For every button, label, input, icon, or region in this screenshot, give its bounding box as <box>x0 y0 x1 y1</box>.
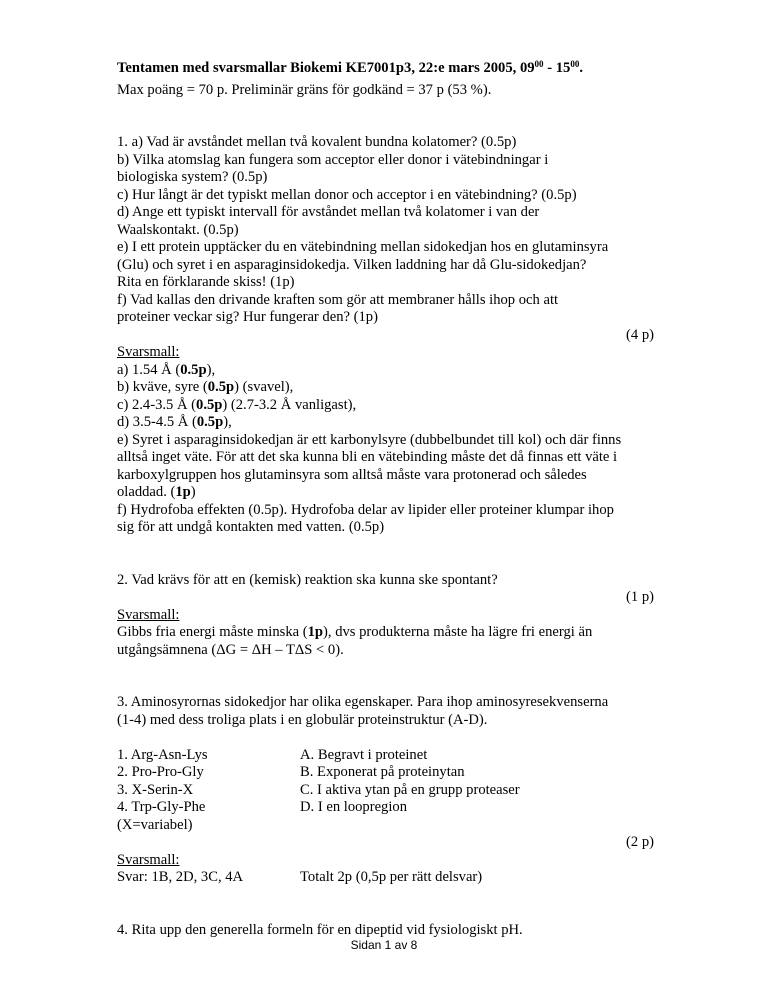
q3-location: B. Exponerat på proteinytan <box>300 764 465 780</box>
question-1 <box>117 134 654 537</box>
q1-answer-b: b) kväve, syre (0.5p) (svavel), <box>117 379 294 395</box>
q1-line: biologiska system? (0.5p) <box>117 169 268 185</box>
q3-sequences <box>117 747 300 835</box>
q3-location: A. Begravt i proteinet <box>300 746 428 763</box>
q3-points: (2 p) <box>626 834 654 850</box>
q1-line: d) Ange ett typiskt intervall för avståndet mellan två kolatomer i van der <box>117 204 540 220</box>
document-page <box>117 60 654 939</box>
q3-location: C. I aktiva ytan på en grupp proteaser <box>300 781 520 798</box>
q1-answer-e-line: karboxylgruppen hos glutaminsyra som alltså måste vara protonerad och således <box>117 466 587 483</box>
q1-line: 1. a) Vad är avståndet mellan två kovalent bundna kolatomer? (0.5p) <box>117 134 517 150</box>
q3-matching-table <box>117 747 654 835</box>
q1-answer-f-line: sig för att undgå kontakten med vatten. (0.5p) <box>117 519 385 535</box>
q1-line: b) Vilka atomslag kan fungera som acceptor eller donor i vätebindningar i <box>117 151 549 168</box>
question-2 <box>117 572 654 660</box>
q2-points: (1 p) <box>626 589 654 605</box>
q1-answer-d: d) 3.5-4.5 Å (0.5p), <box>117 414 232 430</box>
page-footer: Sidan 1 av 8 <box>350 938 418 952</box>
q1-answer-e-line: e) Syret i asparaginsidokedjan är ett karbonylsyre (dubbelbundet till kol) och där finns <box>117 431 622 448</box>
q3-sequence: 2. Pro-Pro-Gly <box>117 764 204 780</box>
exam-title: Tentamen med svarsmallar Biokemi KE7001p3, 22:e mars 2005, $09^{00} - 15^{00}$. <box>117 59 583 76</box>
question-3 <box>117 694 654 887</box>
q4-question: 4. Rita upp den generella formeln för en dipeptid vid fysiologiskt pH. <box>117 921 523 938</box>
max-points-line: Max poäng = 70 p. Preliminär gräns för godkänd = 37 p (53 %). <box>117 81 492 98</box>
q2-svarsmall-label: Svarsmall: <box>117 606 180 623</box>
q1-points: (4 p) <box>626 326 654 343</box>
q3-answer-scoring: Totalt 2p (0,5p per rätt delsvar) <box>300 869 483 885</box>
q1-line: e) I ett protein upptäcker du en vätebindning mellan sidokedjan hos en glutaminsyra <box>117 239 609 255</box>
q1-line: Waalskontakt. (0.5p) <box>117 221 239 238</box>
q3-location: D. I en loopregion <box>300 799 407 815</box>
q3-sequence: 1. Arg-Asn-Lys <box>117 746 208 763</box>
q3-line: (1-4) med dess troliga plats i en globulär proteinstruktur (A-D). <box>117 711 488 728</box>
q3-sequence: 3. X-Serin-X <box>117 781 194 798</box>
q3-variable-note: (X=variabel) <box>117 816 193 833</box>
question-4 <box>117 922 654 940</box>
q1-answer-e-last: oladdad. (1p) <box>117 484 196 500</box>
q1-line: Rita en förklarande skiss! (1p) <box>117 274 295 290</box>
q3-svarsmall-label: Svarsmall: <box>117 851 180 868</box>
q3-line: 3. Aminosyrornas sidokedjor har olika egenskaper. Para ihop aminosyresekvenserna <box>117 694 609 710</box>
q3-answer-row <box>117 869 654 887</box>
q3-locations <box>300 747 654 835</box>
q1-line: f) Vad kallas den drivande kraften som gör att membraner hålls ihop och att <box>117 291 559 308</box>
q1-line: (Glu) och syret i en asparaginsidokedja. Vilken laddning har då Glu-sidokedjan? <box>117 256 587 273</box>
q1-answer-c: c) 2.4-3.5 Å (0.5p) (2.7-3.2 Å vanligast), <box>117 396 357 413</box>
q3-answer: Svar: 1B, 2D, 3C, 4A <box>117 869 244 885</box>
q1-line: c) Hur långt är det typiskt mellan donor och acceptor i en vätebindning? (0.5p) <box>117 186 577 203</box>
q3-sequence: 4. Trp-Gly-Phe <box>117 799 206 815</box>
q1-answer-a: a) 1.54 Å (0.5p), <box>117 361 216 378</box>
q1-answer-f-line: f) Hydrofoba effekten (0.5p). Hydrofoba delar av lipider eller proteiner klumpar ihop <box>117 501 614 518</box>
q2-answer: Gibbs fria energi måste minska (1p), dvs produkterna måste ha lägre fri energi än <box>117 624 593 640</box>
q1-line: proteiner veckar sig? Hur fungerar den? (1p) <box>117 309 378 325</box>
q1-svarsmall-label: Svarsmall: <box>117 344 180 360</box>
q2-question: 2. Vad krävs för att en (kemisk) reaktion ska kunna ske spontant? <box>117 571 498 588</box>
q2-answer-line2: utgångsämnena (ΔG = ΔH – TΔS < 0). <box>117 641 344 658</box>
q1-answer-e-line: alltså inget väte. För att det ska kunna bli en vätebinding måste det då finnas ett väte i <box>117 449 618 465</box>
